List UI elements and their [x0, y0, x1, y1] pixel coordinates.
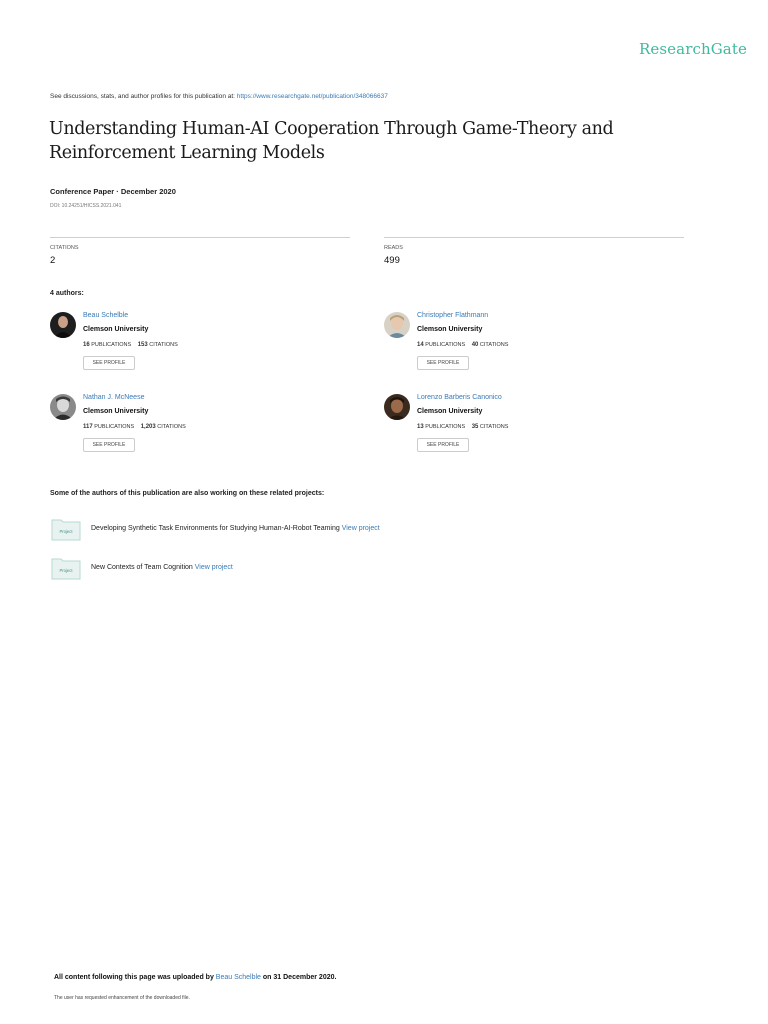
uploader-link[interactable]: Beau Schelble [215, 974, 261, 981]
citations-count: 153 [137, 342, 148, 348]
project-title: Developing Synthetic Task Environments for Studying Human-AI-Robot Teaming [91, 525, 342, 532]
avatar-image [50, 394, 76, 420]
project-item [51, 517, 671, 543]
publications-count: 13 [417, 424, 424, 430]
author-affiliation: Clemson University [417, 326, 483, 333]
citations-label: CITATIONS [479, 424, 509, 430]
author-card [384, 312, 684, 382]
publications-count: 117 [83, 424, 93, 430]
citations-label: CITATIONS [157, 424, 186, 430]
citations-label: CITATIONS [479, 342, 509, 348]
view-project-link[interactable]: View project [194, 564, 233, 571]
publications-count: 14 [417, 342, 424, 348]
project-text [91, 525, 380, 532]
reads-value: 499 [384, 255, 400, 266]
author-card [50, 394, 350, 464]
uploaded-prefix: All content following this page was uploaded by [54, 974, 216, 981]
publications-count: 16 [83, 342, 90, 348]
publications-label: PUBLICATIONS [91, 342, 132, 348]
avatar-image [384, 312, 410, 338]
avatar[interactable] [50, 312, 76, 338]
paper-title: Understanding Human-AI Cooperation Through Game-Theory and Reinforcement Learning Models [49, 119, 614, 163]
author-name-link[interactable]: Nathan J. McNeese [83, 394, 145, 401]
project-text [91, 564, 233, 571]
see-profile-button[interactable]: SEE PROFILE [417, 438, 469, 452]
project-folder-icon [51, 517, 81, 541]
project-icon-label: Project [59, 568, 73, 573]
publications-label: PUBLICATIONS [425, 424, 466, 430]
enhancement-note: The user has requested enhancement of the downloaded file. [54, 995, 190, 1001]
avatar-image [50, 312, 76, 338]
author-stats [83, 342, 183, 348]
uploaded-note [54, 974, 336, 981]
author-stats [83, 424, 191, 430]
uploaded-suffix: on 31 December 2020. [260, 974, 337, 981]
project-item [51, 556, 671, 582]
paper-type-date: Conference Paper · December 2020 [50, 187, 176, 196]
related-projects-heading: Some of the authors of this publication are also working on these related projects: [50, 490, 325, 497]
project-icon-label: Project [59, 529, 73, 534]
see-profile-button[interactable]: SEE PROFILE [83, 356, 135, 370]
author-card [384, 394, 684, 464]
avatar-image [384, 394, 410, 420]
view-project-link[interactable]: View project [341, 525, 380, 532]
discussions-note [50, 93, 388, 100]
citations-divider [50, 237, 350, 238]
citations-value: 2 [50, 255, 56, 266]
author-affiliation: Clemson University [83, 408, 149, 415]
citations-label: CITATIONS [149, 342, 178, 348]
author-stats [417, 342, 513, 348]
see-profile-button[interactable]: SEE PROFILE [83, 438, 135, 452]
author-name-link[interactable]: Lorenzo Barberis Canonico [417, 394, 502, 401]
see-profile-button[interactable]: SEE PROFILE [417, 356, 469, 370]
project-title: New Contexts of Team Cognition [91, 564, 195, 571]
author-stats [417, 424, 513, 430]
citations-count: 40 [471, 342, 479, 348]
paper-doi: DOI: 10.24251/HICSS.2021.041 [50, 203, 122, 209]
citations-count: 35 [471, 424, 479, 430]
researchgate-logo[interactable]: ResearchGate [639, 40, 747, 58]
avatar[interactable] [50, 394, 76, 420]
publication-url-link[interactable]: https://www.researchgate.net/publication/348066637 [236, 93, 388, 100]
project-folder-icon [51, 556, 81, 580]
publications-label: PUBLICATIONS [94, 424, 135, 430]
discussions-text: See discussions, stats, and author profiles for this publication at: [50, 93, 237, 100]
reads-divider [384, 237, 684, 238]
author-card [50, 312, 350, 382]
folder-icon [51, 517, 81, 541]
authors-heading: 4 authors: [50, 290, 84, 297]
author-affiliation: Clemson University [417, 408, 483, 415]
citations-label: CITATIONS [50, 245, 79, 251]
citations-count: 1,203 [140, 424, 156, 430]
avatar[interactable] [384, 312, 410, 338]
reads-label: READS [384, 245, 403, 251]
avatar[interactable] [384, 394, 410, 420]
author-name-link[interactable]: Christopher Flathmann [417, 312, 489, 319]
folder-icon [51, 556, 81, 580]
author-name-link[interactable]: Beau Schelble [83, 312, 129, 319]
author-affiliation: Clemson University [83, 326, 149, 333]
publications-label: PUBLICATIONS [425, 342, 466, 348]
